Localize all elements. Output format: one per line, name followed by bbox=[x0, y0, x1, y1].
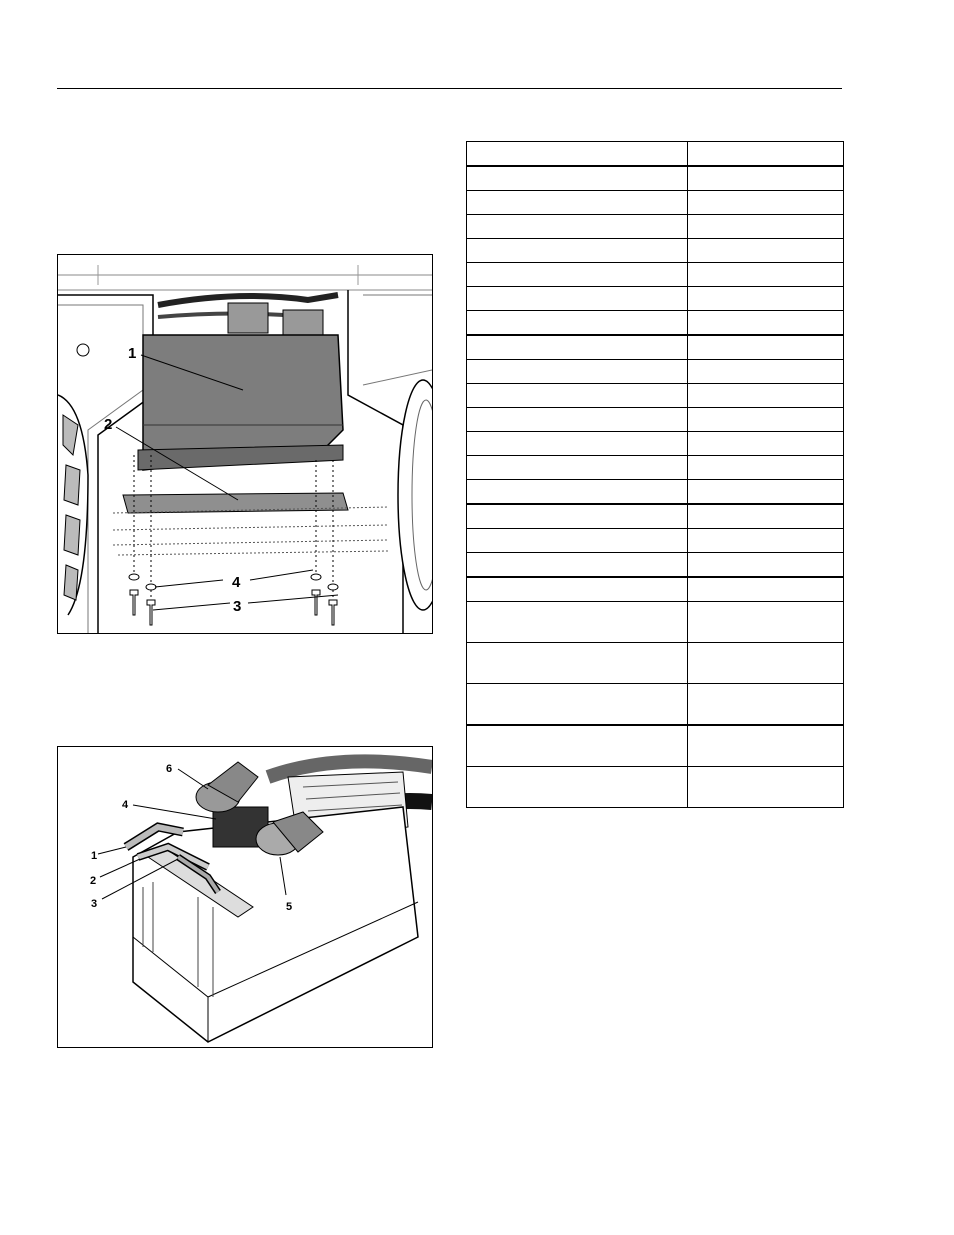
callout-4: 4 bbox=[232, 574, 241, 591]
table-row bbox=[467, 263, 844, 287]
table-cell bbox=[467, 529, 688, 553]
table-cell bbox=[688, 643, 844, 684]
table-row bbox=[467, 553, 844, 577]
table-row bbox=[467, 480, 844, 504]
table-cell bbox=[467, 726, 688, 767]
table-row bbox=[467, 529, 844, 553]
figure-battery-tray bbox=[57, 254, 433, 634]
callout-3: 3 bbox=[233, 598, 242, 615]
table-row bbox=[467, 287, 844, 311]
callout-2: 2 bbox=[90, 875, 97, 887]
table-cell bbox=[688, 726, 844, 767]
table-row bbox=[467, 726, 844, 767]
table-row bbox=[467, 239, 844, 263]
table-row bbox=[467, 408, 844, 432]
table-cell bbox=[467, 384, 688, 408]
table-cell bbox=[467, 311, 688, 335]
table-cell bbox=[467, 553, 688, 577]
table-row bbox=[467, 578, 844, 602]
table-row bbox=[467, 643, 844, 684]
table-cell bbox=[467, 167, 688, 191]
table-cell bbox=[688, 505, 844, 529]
table-cell bbox=[467, 408, 688, 432]
table-cell bbox=[688, 311, 844, 335]
table-cell bbox=[688, 767, 844, 808]
table-row bbox=[467, 360, 844, 384]
header-rule bbox=[57, 88, 842, 89]
table-cell bbox=[467, 336, 688, 360]
table-cell bbox=[467, 684, 688, 725]
callout-5: 5 bbox=[286, 901, 293, 913]
figure-battery-terminals bbox=[57, 746, 433, 1048]
table-cell bbox=[688, 191, 844, 215]
table-cell bbox=[467, 432, 688, 456]
table-cell bbox=[467, 505, 688, 529]
callout-4: 4 bbox=[122, 799, 129, 811]
table-cell bbox=[467, 480, 688, 504]
specification-table bbox=[466, 141, 844, 808]
table-row bbox=[467, 215, 844, 239]
table-row bbox=[467, 384, 844, 408]
table-cell bbox=[688, 239, 844, 263]
table-cell bbox=[467, 643, 688, 684]
table-cell bbox=[467, 578, 688, 602]
battery-tray-illustration bbox=[58, 255, 432, 633]
table-cell bbox=[688, 432, 844, 456]
table-cell bbox=[688, 215, 844, 239]
table-cell bbox=[688, 578, 844, 602]
callout-6: 6 bbox=[166, 763, 173, 775]
table-cell bbox=[467, 191, 688, 215]
table-header-row bbox=[467, 142, 844, 166]
callout-1: 1 bbox=[91, 850, 98, 862]
table-row bbox=[467, 432, 844, 456]
table-cell bbox=[688, 167, 844, 191]
table-cell bbox=[688, 408, 844, 432]
specification-table-body bbox=[467, 142, 844, 808]
table-row bbox=[467, 767, 844, 808]
table-cell bbox=[688, 456, 844, 480]
table-cell bbox=[467, 287, 688, 311]
table-cell bbox=[688, 602, 844, 643]
callout-3: 3 bbox=[91, 898, 98, 910]
table-cell bbox=[688, 553, 844, 577]
table-cell bbox=[467, 456, 688, 480]
table-cell bbox=[688, 263, 844, 287]
table-cell bbox=[467, 602, 688, 643]
table-cell bbox=[688, 529, 844, 553]
table-header-cell bbox=[688, 142, 844, 166]
table-cell bbox=[688, 287, 844, 311]
table-cell bbox=[467, 360, 688, 384]
callout-1: 1 bbox=[128, 345, 137, 362]
table-cell bbox=[467, 239, 688, 263]
table-cell bbox=[467, 263, 688, 287]
battery-terminals-illustration bbox=[58, 747, 432, 1047]
table-row bbox=[467, 505, 844, 529]
table-cell bbox=[467, 215, 688, 239]
table-row bbox=[467, 456, 844, 480]
table-cell bbox=[688, 384, 844, 408]
table-cell bbox=[688, 360, 844, 384]
table-row bbox=[467, 191, 844, 215]
table-row bbox=[467, 684, 844, 725]
table-row bbox=[467, 336, 844, 360]
table-header-cell bbox=[467, 142, 688, 166]
callout-2: 2 bbox=[104, 416, 113, 433]
table-cell bbox=[688, 480, 844, 504]
table-cell bbox=[688, 684, 844, 725]
table-cell bbox=[688, 336, 844, 360]
table-row bbox=[467, 311, 844, 335]
table-cell bbox=[467, 767, 688, 808]
table-row bbox=[467, 167, 844, 191]
table-row bbox=[467, 602, 844, 643]
